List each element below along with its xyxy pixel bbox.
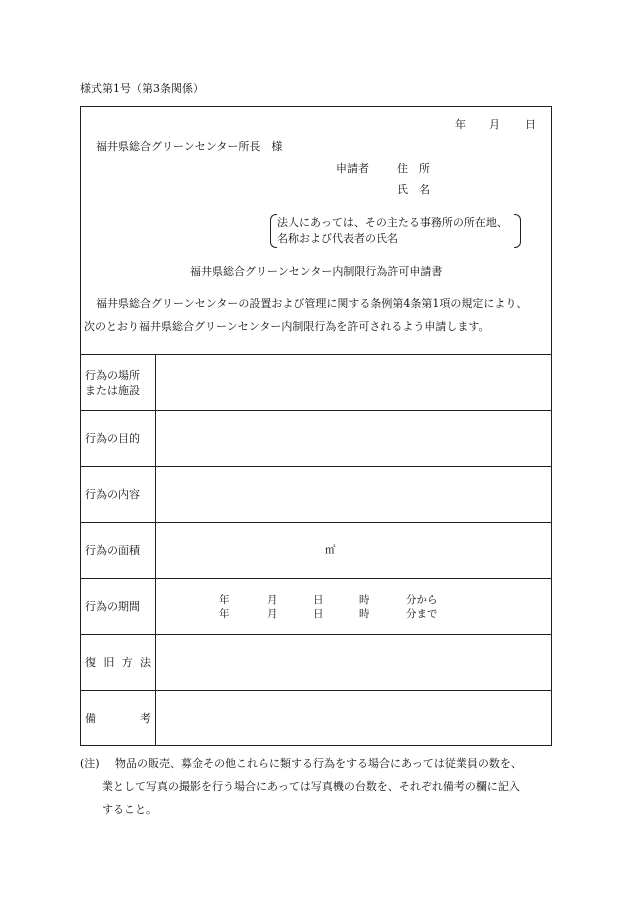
form-title: 福井県総合グリーンセンター内制限行為許可申請書 xyxy=(190,265,443,278)
area-value-field[interactable] xyxy=(156,523,551,578)
period-start-minute-from: 分から xyxy=(406,594,438,606)
applicant-label: 申請者 xyxy=(336,162,369,175)
date-day-label: 日 xyxy=(525,118,536,131)
period-start-month: 月 xyxy=(267,594,278,606)
period-end-day: 日 xyxy=(313,608,324,620)
row-purpose-label: 行為の目的 xyxy=(85,432,140,445)
place-value-field[interactable] xyxy=(156,355,551,410)
period-start-day: 日 xyxy=(313,594,324,606)
form-number: 様式第1号（第3条関係） xyxy=(80,82,204,95)
body-text-line2: 次のとおり福井県総合グリーンセンター内制限行為を許可されるよう申請します。 xyxy=(84,320,490,333)
period-end-month: 月 xyxy=(267,608,278,620)
corp-note-line1: 法人にあっては、その主たる事務所の所在地、 xyxy=(277,216,508,229)
row-place-label: 行為の場所 または施設 xyxy=(85,369,140,397)
period-start-hour: 時 xyxy=(359,594,370,606)
period-end-minute-to: 分まで xyxy=(406,608,438,620)
period-end-hour: 時 xyxy=(359,608,370,620)
row-period-label: 行為の期間 xyxy=(85,600,140,613)
corp-note-line2: 名称および代表者の氏名 xyxy=(277,232,398,245)
row-restore-label: 復 旧 方 法 xyxy=(85,656,151,669)
note-label: (注) xyxy=(80,757,100,770)
note-line2: 業として写真の撮影を行う場合にあっては写真機の台数を、それぞれ備考の欄に記入 xyxy=(102,780,520,793)
applicant-address-label: 住 所 xyxy=(397,162,430,175)
date-year-label: 年 xyxy=(455,118,466,131)
area-unit: ㎡ xyxy=(325,544,336,556)
remarks-value-field[interactable] xyxy=(156,691,551,745)
corp-note-bracket-left xyxy=(270,214,277,248)
date-month-label: 月 xyxy=(489,118,500,131)
note-line1: 物品の販売、募金その他これらに類する行為をする場合にあっては従業員の数を、 xyxy=(115,757,522,770)
body-text-line1: 福井県総合グリーンセンターの設置および管理に関する条例第4条第1項の規定により、 xyxy=(96,297,528,310)
applicant-name-label: 氏 名 xyxy=(397,183,430,196)
content-value-field[interactable] xyxy=(156,467,551,522)
corp-note-bracket-right xyxy=(514,214,521,248)
period-start-year: 年 xyxy=(219,594,230,606)
period-value-field[interactable] xyxy=(156,579,551,634)
restore-value-field[interactable] xyxy=(156,635,551,690)
row-remarks-label: 備 考 xyxy=(85,712,151,725)
row-area-label: 行為の面積 xyxy=(85,544,140,557)
row-content-label: 行為の内容 xyxy=(85,488,140,501)
period-end-year: 年 xyxy=(219,608,230,620)
note-line3: すること。 xyxy=(102,803,157,816)
purpose-value-field[interactable] xyxy=(156,411,551,466)
addressee: 福井県総合グリーンセンター所長 様 xyxy=(96,140,283,153)
